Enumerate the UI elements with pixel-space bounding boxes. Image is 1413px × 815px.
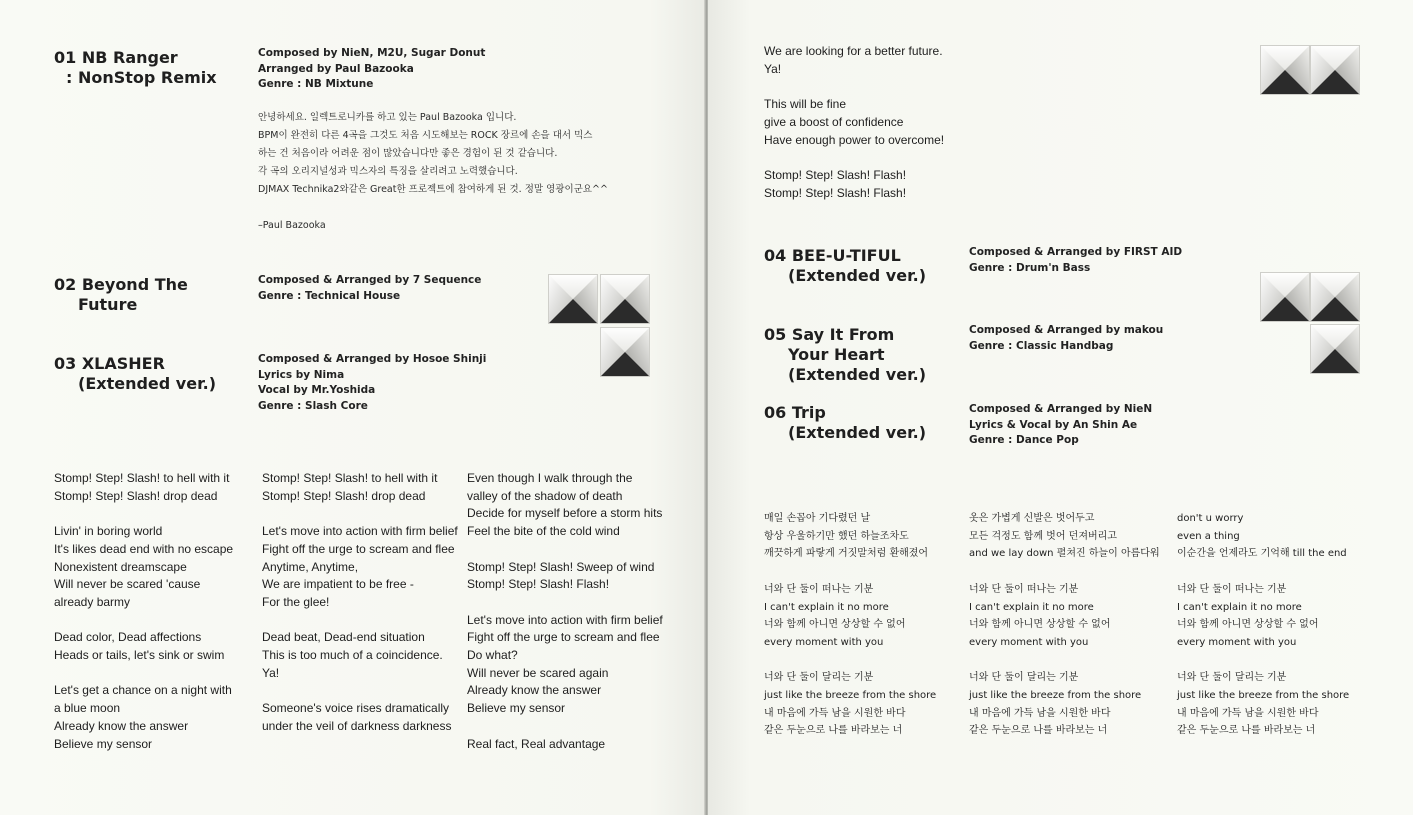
lyric-line: Already know the answer	[467, 683, 602, 698]
track-05-title-line3: (Extended ver.)	[788, 365, 927, 384]
lyric-line: every moment with you	[969, 636, 1089, 648]
lyrics-continued	[764, 43, 944, 220]
track-06-title-line1: 06 Trip	[764, 403, 826, 422]
track-04-title	[764, 246, 926, 286]
track-01-title-line1: 01 NB Ranger	[54, 48, 178, 67]
credit-line: Arranged by Paul Bazooka	[258, 62, 414, 75]
lyric-stanza	[969, 669, 1160, 740]
lyric-stanza	[262, 700, 458, 735]
lyric-line: Dead color, Dead affections	[54, 630, 202, 645]
lyrics-column-2	[262, 470, 458, 753]
lyric-stanza	[1177, 669, 1349, 740]
lyric-stanza	[1177, 581, 1349, 652]
track-01-title-line2: : NonStop Remix	[66, 68, 217, 87]
lyric-line: Believe my sensor	[54, 736, 153, 751]
pyramid-tile-icon	[548, 274, 598, 324]
lyric-line: Livin' in boring world	[54, 524, 163, 539]
track-04-credits	[969, 245, 1182, 276]
lyric-line: 너와 함께 아니면 상상할 수 없어	[764, 619, 906, 631]
lyric-line: We are impatient to be free -	[262, 577, 414, 592]
lyric-line: 옷은 가볍게 신발은 벗어두고	[969, 513, 1095, 524]
track-05-title-line1: 05 Say It From	[764, 325, 895, 344]
lyric-line: We are looking for a better future.	[764, 44, 943, 58]
lyric-stanza	[764, 96, 944, 149]
lyric-line: Stomp! Step! Slash! Flash!	[764, 185, 907, 200]
lyric-line: Ya!	[262, 665, 280, 680]
kr-lyrics-column-2	[969, 510, 1160, 758]
lyric-line: 깨끗하게 파랗게 거짓말처럼 환해졌어	[764, 548, 929, 560]
lyric-stanza	[467, 470, 663, 541]
lyric-line: and we lay down 펼쳐진 하늘이 아름다워	[969, 548, 1160, 560]
lyric-line: For the glee!	[262, 594, 330, 609]
credit-line: Vocal by Mr.Yoshida	[258, 384, 376, 396]
lyric-line: 내 마음에 가득 남을 시원한 바다	[1177, 707, 1319, 719]
lyric-line: Real fact, Real advantage	[467, 736, 606, 751]
note-line: 각 곡의 오리지널성과 믹스자의 특징을 살리려고 노력했습니다.	[258, 166, 518, 177]
lyric-line: I can't explain it no more	[969, 601, 1094, 613]
lyric-line: 너와 단 둘이 떠나는 기분	[969, 583, 1079, 595]
lyric-stanza	[969, 510, 1160, 563]
lyric-line: Let's move into action with firm belief	[467, 612, 663, 627]
lyric-line: Fight off the urge to scream and flee	[467, 630, 660, 645]
credit-line: Genre : Drum'n Bass	[969, 261, 1091, 274]
lyric-line: Anytime, Anytime,	[262, 559, 359, 574]
lyric-line: 이순간을 언제라도 기억해 till the end	[1177, 548, 1347, 560]
track-02-title	[54, 275, 188, 315]
lyric-line: This will be fine	[764, 97, 847, 112]
track-04-title-line2: (Extended ver.)	[788, 266, 927, 285]
credit-line: Composed & Arranged by 7 Sequence	[258, 274, 482, 286]
lyric-line: This is too much of a coincidence.	[262, 648, 443, 662]
lyric-line: Ya!	[764, 61, 782, 76]
credit-line: Lyrics & Vocal by An Shin Ae	[969, 418, 1138, 431]
lyric-line: Nonexistent dreamscape	[54, 559, 187, 574]
lyric-stanza	[969, 581, 1160, 652]
credit-line: Genre : NB Mixtune	[258, 78, 374, 90]
lyric-line: 너와 단 둘이 떠나는 기분	[764, 583, 874, 595]
lyric-line: every moment with you	[764, 636, 884, 648]
pyramid-tile-icon	[600, 274, 650, 324]
credit-line: Genre : Classic Handbag	[969, 339, 1114, 352]
arranger-note	[258, 109, 608, 199]
pyramid-tile-icon	[1260, 45, 1310, 95]
track-01-credits	[258, 46, 485, 93]
track-06-credits	[969, 402, 1152, 449]
lyric-line: 같은 두눈으로 나를 바라보는 너	[969, 725, 1108, 737]
lyric-line: under the veil of darkness darkness	[262, 718, 452, 733]
lyric-line: 너와 단 둘이 달리는 기분	[1177, 672, 1287, 684]
lyric-line: Do what?	[467, 648, 518, 662]
track-02-title-line2: Future	[78, 295, 138, 314]
lyric-line: 너와 단 둘이 달리는 기분	[764, 672, 874, 684]
lyric-line: Let's move into action with firm belief	[262, 524, 458, 539]
track-06-title-line2: (Extended ver.)	[788, 423, 927, 442]
lyric-line: Have enough power to overcome!	[764, 132, 945, 147]
lyric-stanza	[262, 629, 458, 682]
lyric-stanza	[54, 470, 233, 505]
track-03-title-line1: 03 XLASHER	[54, 354, 165, 373]
lyric-line: Fight off the urge to scream and flee	[262, 541, 455, 556]
lyric-stanza	[1177, 510, 1349, 563]
lyric-line: Stomp! Step! Slash! drop dead	[262, 488, 426, 503]
lyric-line: Feel the bite of the cold wind	[467, 524, 620, 539]
lyric-line: Already know the answer	[54, 718, 189, 733]
credit-line: Genre : Slash Core	[258, 399, 368, 412]
credit-line: Composed & Arranged by FIRST AID	[969, 246, 1183, 258]
credit-line: Lyrics by Nima	[258, 368, 345, 381]
left-page	[0, 0, 706, 815]
lyric-stanza	[54, 523, 233, 612]
lyric-line: Stomp! Step! Slash! Flash!	[467, 577, 610, 592]
lyric-line: 같은 두눈으로 나를 바라보는 너	[1177, 725, 1316, 737]
lyric-stanza	[764, 669, 936, 740]
credit-line: Composed & Arranged by makou	[969, 324, 1164, 336]
track-05-title-line2: Your Heart	[788, 345, 885, 364]
lyric-line: Even though I walk through the	[467, 471, 633, 485]
lyric-stanza	[764, 43, 944, 78]
lyric-line: 너와 함께 아니면 상상할 수 없어	[1177, 619, 1319, 631]
lyric-stanza	[54, 682, 233, 753]
lyric-line: Stomp! Step! Slash! to hell with it	[262, 471, 438, 485]
lyric-line: Stomp! Step! Slash! to hell with it	[54, 471, 230, 485]
pyramid-tile-icon	[1260, 272, 1310, 322]
lyric-line: It's likes dead end with no escape	[54, 541, 234, 556]
lyric-stanza	[467, 736, 663, 754]
pyramid-tile-icon	[1310, 272, 1360, 322]
lyric-line: Dead beat, Dead-end situation	[262, 630, 425, 645]
note-line: DJMAX Technika2와같은 Great한 프로젝트에 참여하게 된 것. 정말 영광이군요^^	[258, 184, 608, 195]
lyrics-column-3	[467, 470, 663, 771]
lyric-line: Heads or tails, let's sink or swim	[54, 648, 225, 662]
lyric-line: just like the breeze from the shore	[764, 690, 937, 701]
lyrics-column-1	[54, 470, 233, 771]
track-06-title	[764, 403, 926, 443]
lyric-stanza	[467, 612, 663, 718]
right-page	[708, 0, 1413, 815]
lyric-line: Someone's voice rises dramatically	[262, 701, 450, 716]
lyric-line: a blue moon	[54, 701, 121, 716]
track-01-title	[54, 48, 217, 88]
lyric-line: give a boost of confidence	[764, 114, 904, 129]
lyric-line: I can't explain it no more	[1177, 601, 1302, 613]
lyric-line: Decide for myself before a storm hits	[467, 506, 663, 521]
lyric-stanza	[54, 629, 233, 664]
track-03-title	[54, 354, 216, 394]
credit-line: Composed by NieN, M2U, Sugar Donut	[258, 47, 486, 59]
track-03-title-line2: (Extended ver.)	[78, 374, 217, 393]
lyric-line: just like the breeze from the shore	[1177, 690, 1350, 701]
lyric-line: 항상 우울하기만 했던 하늘조차도	[764, 530, 909, 542]
lyric-line: 너와 단 둘이 떠나는 기분	[1177, 583, 1287, 595]
pyramid-tile-icon	[1310, 45, 1360, 95]
lyric-line: Will never be scared again	[467, 665, 609, 680]
lyric-line: already barmy	[54, 594, 131, 609]
credit-line: Genre : Dance Pop	[969, 434, 1079, 446]
lyric-line: 너와 단 둘이 달리는 기분	[969, 672, 1079, 684]
track-05-title	[764, 325, 926, 385]
pyramid-tile-icon	[600, 327, 650, 377]
pyramid-tile-icon	[1310, 324, 1360, 374]
credit-line: Genre : Technical House	[258, 289, 401, 302]
lyric-stanza	[262, 523, 458, 612]
lyric-line: valley of the shadow of death	[467, 488, 623, 503]
lyric-stanza	[262, 470, 458, 505]
note-signature: –Paul Bazooka	[258, 220, 326, 231]
lyric-line: just like the breeze from the shore	[969, 690, 1142, 701]
lyric-line: even a thing	[1177, 530, 1240, 542]
lyric-line: Will never be scared 'cause	[54, 577, 201, 592]
lyric-stanza	[467, 559, 663, 594]
lyric-stanza	[764, 167, 944, 202]
kr-lyrics-column-3	[1177, 510, 1349, 758]
track-05-credits	[969, 323, 1163, 354]
lyric-line: 모든 걱정도 함께 벗어 던져버리고	[969, 530, 1117, 542]
lyric-line: every moment with you	[1177, 636, 1297, 648]
lyric-line: 매일 손꼽아 기다렸던 날	[764, 513, 871, 524]
lyric-stanza	[764, 581, 936, 652]
kr-lyrics-column-1	[764, 510, 936, 758]
credit-line: Composed & Arranged by NieN	[969, 403, 1153, 415]
lyric-line: Stomp! Step! Slash! Flash!	[764, 167, 907, 182]
track-02-title-line1: 02 Beyond The	[54, 275, 188, 294]
lyric-line: I can't explain it no more	[764, 601, 889, 613]
track-03-credits	[258, 352, 486, 414]
lyric-line: don't u worry	[1177, 513, 1244, 524]
lyric-line: Believe my sensor	[467, 701, 566, 716]
lyric-line: Let's get a chance on a night with	[54, 683, 232, 698]
lyric-line: Stomp! Step! Slash! drop dead	[54, 488, 218, 503]
lyric-line: 같은 두눈으로 나를 바라보는 너	[764, 725, 903, 737]
lyric-line: 내 마음에 가득 남을 시원한 바다	[764, 707, 906, 719]
lyric-line: 너와 함께 아니면 상상할 수 없어	[969, 619, 1111, 631]
note-line: BPM이 완전히 다른 4곡을 그것도 처음 시도해보는 ROCK 장르에 손을 대서 믹스	[258, 130, 593, 141]
credit-line: Composed & Arranged by Hosoe Shinji	[258, 353, 487, 365]
lyric-stanza	[764, 510, 936, 563]
note-line: 안녕하세요. 일렉트로니카를 하고 있는 Paul Bazooka 입니다.	[258, 112, 517, 123]
track-02-credits	[258, 273, 481, 304]
track-04-title-line1: 04 BEE-U-TIFUL	[764, 246, 901, 265]
lyric-line: 내 마음에 가득 남을 시원한 바다	[969, 707, 1111, 719]
note-line: 하는 건 처음이라 어려운 점이 많았습니다만 좋은 경험이 된 것 같습니다.	[258, 148, 558, 159]
lyric-line: Stomp! Step! Slash! Sweep of wind	[467, 559, 655, 574]
